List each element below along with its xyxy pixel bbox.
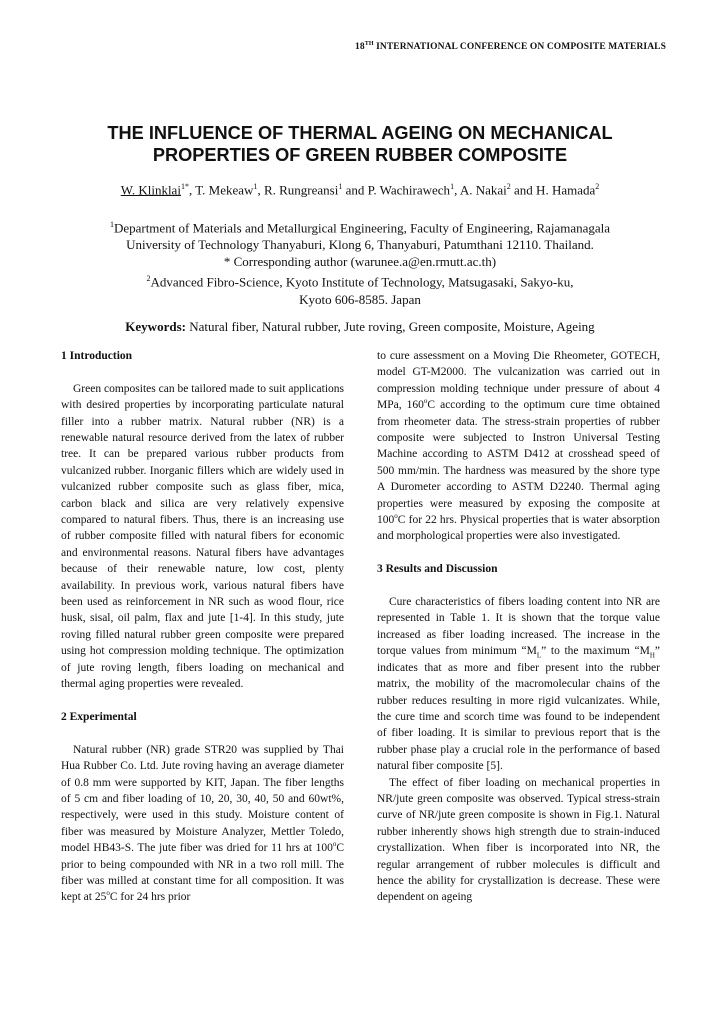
author-4-affil: 1 [450,182,455,191]
results-paragraph-1 [377,594,660,774]
corresponding-author: * Corresponding author (warunee.a@en.rmutt.ac.th) [223,254,497,270]
continued-text-1: to cure assessment on a Moving Die Rheometer, GOTECH, model GT-M2000. The vulcanization was carried out in compression molding technique under pressure of about 4 MPa, 160 [377,350,660,412]
header-number: 18 [355,42,365,53]
introduction-paragraph: Green composites can be tailored made to suit applications with desired properties by incorporating particulate natural filler into a rubber matrix. Natural rubber (NR) is a renewable natural resource derived from the latex of rubber tree. It can be prepared various rubber products from vulcanized rubber. Inorganic fillers which are widely used in vulcanized rubber composite such as glass fiber, mica, carbon black and silica are very relatively expensive compared to natural fibers. Thus, there is an increasing use of rubber composite filled with natural fibers for economic and environmental reasons. Natural fibers have advantages because of their renewable nature, low cost, plenty availability. In previous work, various natural fibers have been used as reinforcement in NR such as wood flour, rice husk, sisal, oil palm, flax and jute [1-4]. In this study, jute roving filled natural rubber green composite were prepared using hot compression molding technique. The optimization of jute roving length, fibers loading on mechanical and thermal aging properties were revealed. [61,382,344,691]
left-column [61,348,344,906]
affiliation-2 [40,270,680,290]
results-paragraph-2: The effect of fiber loading on mechanical properties in NR/jute green composite was observed. Typical stress-strain curve of NR/jute green composite is shown in Fig.1. Natural rubber inherently shows high strength due to strain-induced crystallization. When fiber is incorporated into NR, the regular arrangement of rubber molecules is difficult and hence the ability for crystallization is decrease. These were dependent on ageing [377,776,660,904]
section-heading-experimental: 2 Experimental [61,710,137,723]
affiliation-2-line-1: Advanced Fibro-Science, Kyoto Institute of Technology, Matsugasaki, Sakyo-ku, [150,274,574,290]
degree-sup: o [423,397,428,406]
continued-text-3: C for 22 hrs. Physical properties that is water absorption and morphological properties were also investigated. [377,514,660,543]
results-text-2: ” to the maximum “M [541,645,650,658]
section-heading-introduction: 1 Introduction [61,350,133,362]
affiliation-1-mark: 1 [109,220,114,229]
paper-title [60,122,660,166]
author-1: W. Klinklai [120,182,181,198]
subscript-l: L [536,651,542,660]
experimental-text-2: C prior to being compounded with NR in a two roll mill. The fiber was milled at constant time for all composition. It was kept at 25 [61,842,344,904]
affiliation-1-line-2: University of Technology Thanyaburi, Klong 6, Thanyaburi, Patumthani 12110. Thailand. [126,237,594,253]
degree-sup: o [394,512,398,521]
author-1-affil: 1* [180,182,189,191]
results-text-3: ” indicates that as more and fiber present into the rubber matrix, the mobility of the macromolecular chains of the rubber reduces resulting in more rigid vulcanizates. While, the cure time and scorch time was found to be independent of fiber loading. It is similar to previous report that is the rubber phase play a crucial role in the performance of based natural fiber composite [5]. [377,645,660,773]
keywords-label: Keywords: [125,319,186,334]
author-3-affil: 1 [338,182,343,191]
degree-sup: o [106,889,110,898]
affiliation-2-mark: 2 [146,274,151,284]
degree-sup: o [332,840,337,849]
author-2-affil: 1 [253,182,258,191]
affiliation-1-line-1: Department of Materials and Metallurgical Engineering, Faculty of Engineering, Rajamanagala [113,220,611,236]
experimental-text-1: Natural rubber (NR) grade STR20 was supplied by Thai Hua Rubber Co. Ltd. Jute roving having an average diameter of 0.8 mm were supported by KIT, Japan. The fiber lengths of 5 cm and fiber loading of 10, 20, 30, 40, 50 and 60wt%, respectively, were used in this study. Moisture content of fiber was measured by Moisture Analyzer, Mettler Toledo, model HB43-S. The jute fiber was dried for 11 hrs at 100 [61,743,344,855]
affiliations [40,216,680,308]
running-header [0,41,720,52]
author-6-affil: 2 [595,182,600,191]
author-3: , R. Rungreansi [257,182,339,198]
author-4: and P. Wachirawech [342,182,451,198]
author-5: , A. Nakai [454,182,507,198]
author-5-affil: 2 [506,182,511,191]
experimental-continued-paragraph [377,348,660,545]
header-superscript: TH [364,41,374,47]
right-column [377,348,660,906]
affiliation-2-line-2: Kyoto 606-8585. Japan [299,291,421,307]
results-text-1: Cure characteristics of fibers loading content into NR are represented in Table 1. It is shown that the torque value increased as fiber loading increased. The increase in the torque values from minimum “M [377,596,660,658]
title-line-1: THE INFLUENCE OF THERMAL AGEING ON MECHANICAL [107,123,613,143]
subscript-h: H [649,651,655,660]
affiliation-1 [40,216,680,236]
experimental-paragraph [61,742,344,906]
section-heading-results: 3 Results and Discussion [377,563,498,576]
author-list [40,182,680,198]
author-6: and H. Hamada [510,182,596,198]
experimental-text-3: C for 24 hrs prior [109,891,191,904]
header-text: INTERNATIONAL CONFERENCE ON COMPOSITE MATERIALS [373,42,666,53]
author-2: , T. Mekeaw [188,182,254,198]
continued-text-2: C according to the optimum cure time obtained from rheometer data. The stress-strain properties of rubber composite were subjected to Instron Universal Testing Machine according to ASTM D412 at crosshead speed of 500 mm/min. The hardness was measured by the shore type A Durometer according to ASTM D2240. Thermal aging properties were measured by exposing the composite at 100 [377,399,660,527]
title-line-2: PROPERTIES OF GREEN RUBBER COMPOSITE [152,145,568,165]
keywords-text: Natural fiber, Natural rubber, Jute roving, Green composite, Moisture, Ageing [185,319,595,334]
keywords [40,319,680,335]
